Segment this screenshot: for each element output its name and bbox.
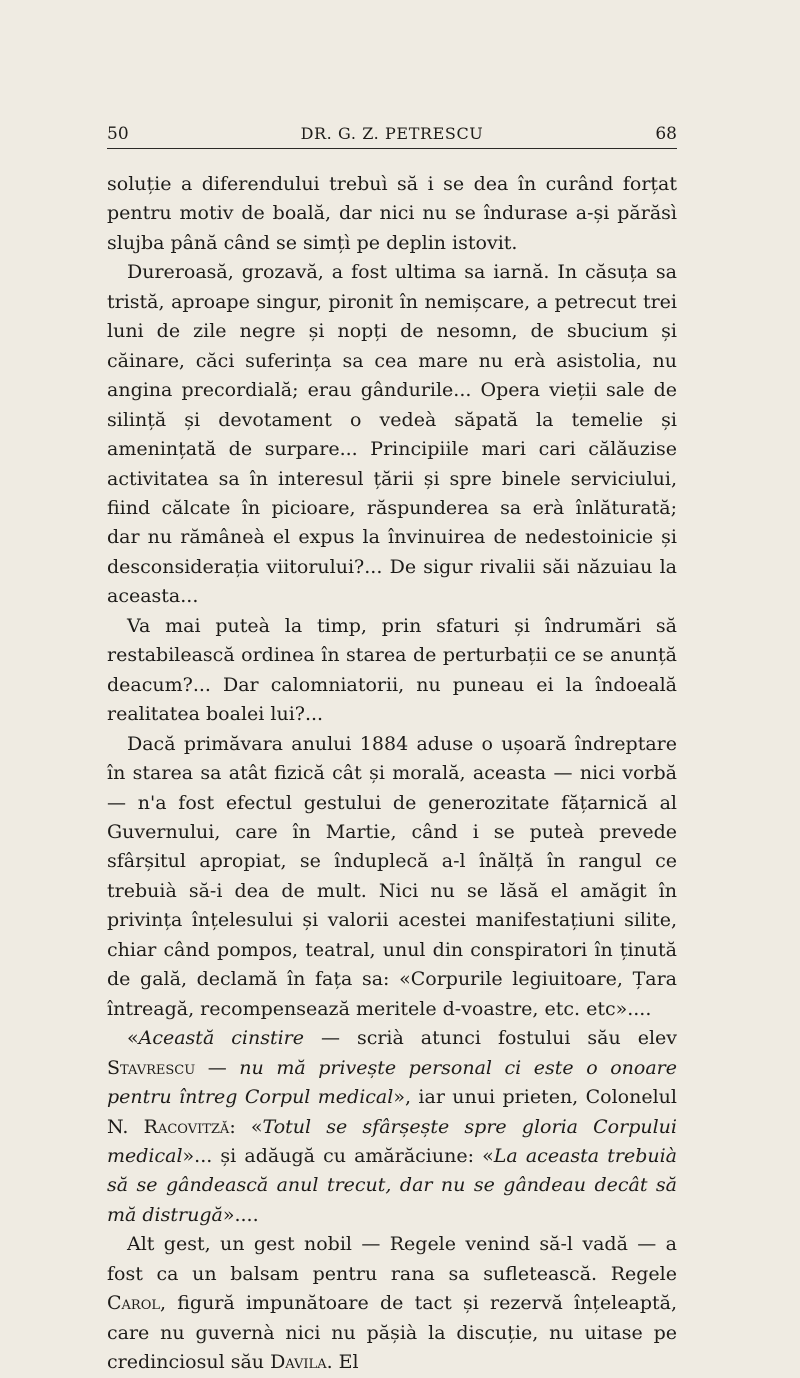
text-span: —	[195, 1056, 240, 1079]
quote-mark: «	[127, 1027, 139, 1050]
page-number: 50	[107, 124, 129, 144]
text-span: »....	[222, 1203, 259, 1226]
paragraph-3: Va mai puteà la timp, prin sfaturi și îndrumări să restabilească ordinea în starea de perturbații ce se anunță deacum?... Dar calomniatorii, nu puneau ei la îndoeală realitatea boalei lui?...	[107, 614, 677, 726]
person-name: Carol	[107, 1292, 161, 1315]
text-span: , figură impunătoare de tact și rezervă înțeleaptă, care nu guvernà nici nu pășià la discuție, nu uitase pe credinciosul său	[107, 1292, 677, 1374]
paragraph-2: Dureroasă, grozavă, a fost ultima sa iarnă. In căsuța sa tristă, aproape singur, pironit în nemișcare, a petrecut trei luni de zile negre și nopți de nesomn, de sbucium și căinare, căci suferința sa cea mare nu erà asistolia, nu angina precordială; erau gândurile... Opera vieții sale de silință și devotament o vedeà săpată la temelie și amenințată de surpare... Principiile mari cari călăuzise activitatea sa în interesul țării și spre binele serviciului, fiind călcate în picioare, răspunderea sa erà înlăturată; dar nu rămâneà el expus la învinuirea de nedestoinicie și desconsiderația viitorului?... De sigur rivalii săi năzuiau la aceasta...	[107, 261, 677, 608]
text-span: — scrià atunci fostului său elev	[304, 1027, 677, 1050]
italic-quote: La aceasta trebuià să se gândească anul trecut, dar nu se gândeau decât să mă distrugă	[107, 1144, 678, 1226]
italic-quote: Totul se sfârșește spre gloria Corpului medical	[107, 1115, 677, 1167]
running-header	[107, 124, 677, 149]
quote-mark: »	[393, 1086, 405, 1109]
text-span: , iar unui prieten, Colonelul N.	[107, 1086, 677, 1138]
paragraph-1: soluție a diferendului trebuì să i se dea în curând forțat pentru motiv de boală, dar nici nu se îndurase a-și părăsì slujba până când se simțì pe deplin istovit.	[107, 173, 677, 254]
person-name: Stavrescu	[107, 1056, 196, 1079]
text-span: Alt gest, un gest nobil — Regele venind să-l vadă — a fost ca un balsam pentru rana sa sufletească. Regele	[107, 1233, 677, 1285]
paragraph-4: Dacă primăvara anului 1884 aduse o ușoară îndreptare în starea sa atât fizică cât și morală, aceasta — nici vorbă — n'a fost efectul gestului de generozitate fățarnică al Guvernului, care în Martie, când i se puteà prevede sfârșitul apropiat, se înduplecă a-l înălță în rangul ce trebuià să-i dea de mult. Nici nu se lăsă el amăgit în privința înțelesului și valorii acestei manifestațiuni silite, chiar când pompos, teatral, unul din conspiratori în ținută de gală, declamă în fața sa: «Corpurile legiuitoare, Țara întreagă, recompensează meritele d-voastre, etc. etc»....	[107, 732, 677, 1020]
text-span: . El	[326, 1351, 359, 1374]
running-title: DR. G. Z. PETRESCU	[300, 124, 484, 143]
italic-quote: Această cinstire	[138, 1027, 304, 1050]
body-text	[107, 170, 677, 1378]
person-name: Davila	[270, 1351, 327, 1374]
paragraph-5	[107, 1024, 677, 1230]
person-name: Racovitză	[143, 1115, 230, 1138]
text-span: : «	[229, 1115, 263, 1138]
text-span: »... și adăugă cu amărăciune: «	[182, 1144, 494, 1167]
paragraph-6	[107, 1230, 677, 1377]
chapter-number: 68	[655, 124, 677, 144]
italic-quote: nu mă privește personal ci este o onoare pentru întreg Corpul medical	[107, 1056, 677, 1109]
